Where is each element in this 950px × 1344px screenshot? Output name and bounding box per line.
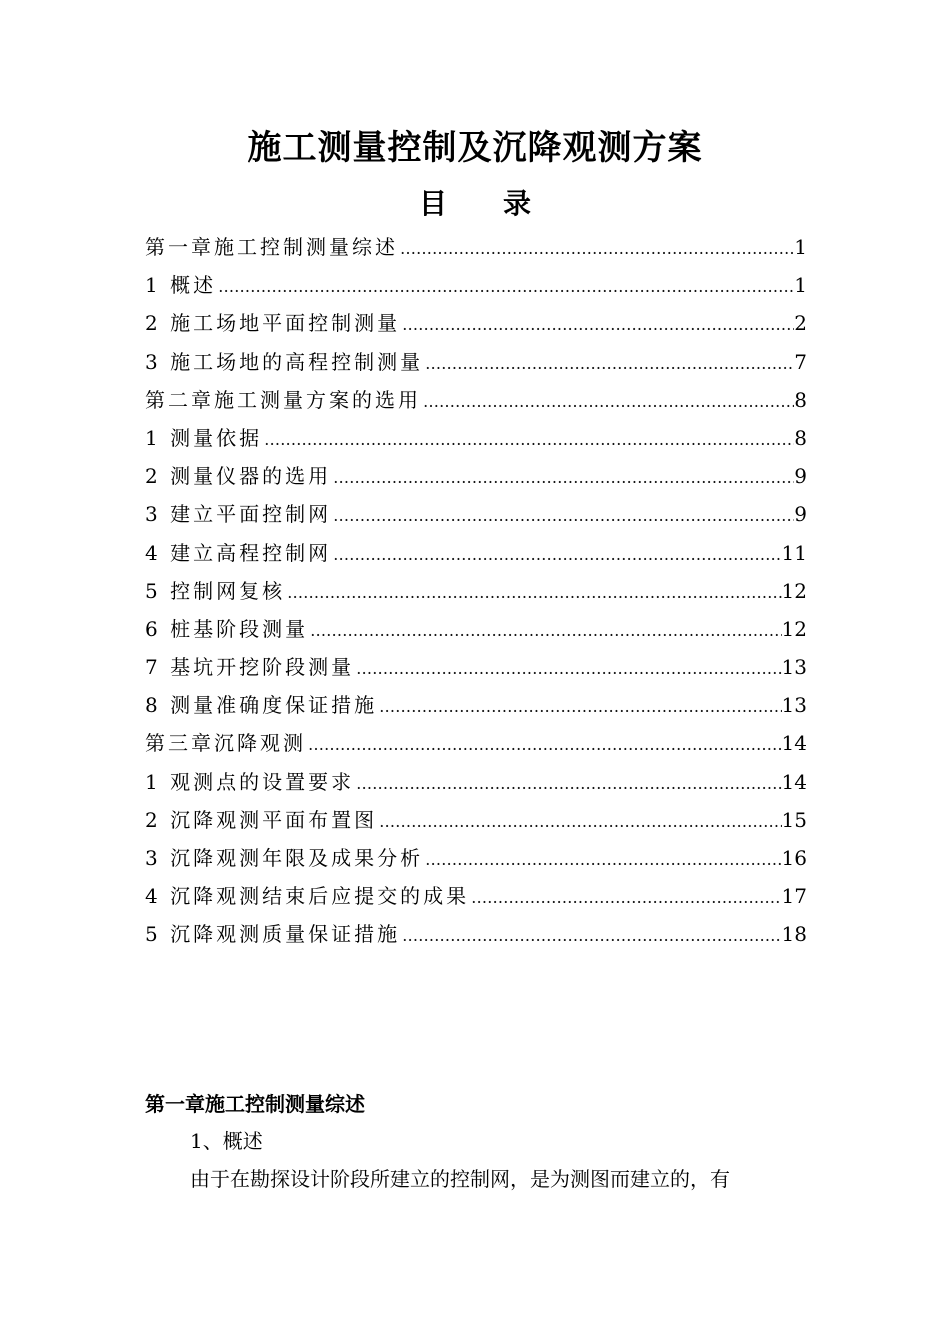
toc-entry[interactable] (145, 457, 807, 495)
toc-entry-page-number: 13 (781, 655, 807, 680)
toc-entry-page-number: 1 (794, 235, 807, 259)
toc-entry-label: 1 概述 (145, 273, 217, 298)
toc-entry[interactable] (145, 381, 807, 419)
toc-entry-page-number: 16 (781, 846, 807, 870)
toc-entry[interactable] (145, 648, 807, 686)
toc-entry-label: 5 控制网复核 (145, 578, 286, 603)
toc-entry-label: 2 施工场地平面控制测量 (145, 311, 401, 336)
toc-dot-leader (306, 726, 782, 764)
toc-entry-label: 6 桩基阶段测量 (145, 616, 309, 641)
toc-entry-page-number: 15 (781, 807, 807, 832)
toc-entry[interactable] (145, 304, 807, 342)
document-title: 施工测量控制及沉降观测方案 (247, 128, 703, 168)
toc-dot-leader (398, 230, 794, 268)
toc-entry-page-number: 13 (781, 693, 807, 718)
chapter-heading: 第一章施工控制测量综述 (145, 1092, 365, 1116)
toc-dot-leader (331, 497, 794, 535)
toc-dot-leader (423, 841, 781, 879)
toc-entry-label: 第一章施工控制测量综述 (145, 235, 398, 259)
toc-dot-leader (400, 917, 781, 955)
toc-entry-label: 4 建立高程控制网 (145, 540, 332, 565)
toc-entry-label: 3 沉降观测年限及成果分析 (145, 846, 424, 870)
toc-heading-char-1: 目 (418, 187, 447, 220)
toc-heading (0, 184, 950, 224)
toc-entry-label: 第三章沉降观测 (145, 731, 306, 756)
toc-entry-label: 3 施工场地的高程控制测量 (145, 349, 424, 374)
toc-entry-label: 5 沉降观测质量保证措施 (145, 922, 401, 947)
section-heading: 1、概述 (190, 1129, 263, 1153)
toc-dot-leader (354, 650, 781, 688)
toc-entry[interactable] (145, 266, 807, 304)
toc-entry-label: 1 测量依据 (145, 425, 263, 450)
toc-entry-label: 7 基坑开挖阶段测量 (145, 655, 355, 680)
toc-entry-page-number: 18 (781, 922, 807, 947)
toc-entry-label: 4 沉降观测结束后应提交的成果 (145, 884, 470, 909)
toc-entry[interactable] (145, 228, 807, 266)
toc-dot-leader (421, 383, 794, 421)
toc-entry[interactable] (145, 610, 807, 648)
toc-entry-page-number: 2 (794, 311, 807, 336)
toc-dot-leader (331, 536, 781, 574)
toc-dot-leader (400, 306, 794, 344)
toc-entry[interactable] (145, 686, 807, 724)
toc-entry[interactable] (145, 801, 807, 839)
toc-entry[interactable] (145, 572, 807, 610)
toc-dot-leader (354, 765, 781, 803)
toc-entry[interactable] (145, 763, 807, 801)
toc-entry[interactable] (145, 724, 807, 762)
toc-entry[interactable] (145, 534, 807, 572)
toc-entry-page-number: 1 (794, 273, 807, 298)
table-of-contents (145, 228, 807, 954)
toc-dot-leader (423, 345, 794, 383)
toc-entry[interactable] (145, 915, 807, 953)
toc-heading-char-2: 录 (503, 187, 532, 220)
toc-entry-page-number: 12 (781, 616, 807, 641)
toc-dot-leader (216, 268, 794, 306)
toc-dot-leader (331, 459, 794, 497)
body-paragraph: 由于在勘探设计阶段所建立的控制网，是为测图而建立的，有 (190, 1167, 730, 1191)
toc-dot-leader (308, 612, 781, 650)
toc-entry-page-number: 7 (794, 349, 807, 374)
toc-entry-page-number: 11 (781, 540, 807, 565)
toc-entry-label: 2 沉降观测平面布置图 (145, 807, 378, 832)
toc-dot-leader (377, 688, 781, 726)
toc-entry-label: 8 测量准确度保证措施 (145, 693, 378, 718)
toc-entry-page-number: 8 (794, 387, 807, 412)
toc-entry-label: 2 测量仪器的选用 (145, 464, 332, 489)
toc-entry-label: 第二章施工测量方案的选用 (145, 387, 421, 412)
toc-entry-page-number: 14 (781, 731, 807, 756)
toc-entry-page-number: 8 (794, 425, 807, 450)
toc-dot-leader (469, 879, 781, 917)
toc-entry-page-number: 17 (781, 884, 807, 909)
toc-dot-leader (285, 574, 781, 612)
toc-entry-label: 1 观测点的设置要求 (145, 769, 355, 794)
toc-entry-page-number: 14 (781, 769, 807, 794)
toc-dot-leader (377, 803, 781, 841)
toc-entry[interactable] (145, 495, 807, 533)
toc-entry[interactable] (145, 877, 807, 915)
toc-entry-page-number: 9 (794, 502, 807, 527)
toc-entry-page-number: 12 (781, 578, 807, 603)
toc-entry[interactable] (145, 419, 807, 457)
toc-entry-label: 3 建立平面控制网 (145, 502, 332, 527)
toc-entry[interactable] (145, 839, 807, 877)
toc-dot-leader (262, 421, 794, 459)
toc-entry-page-number: 9 (794, 464, 807, 489)
toc-entry[interactable] (145, 343, 807, 381)
